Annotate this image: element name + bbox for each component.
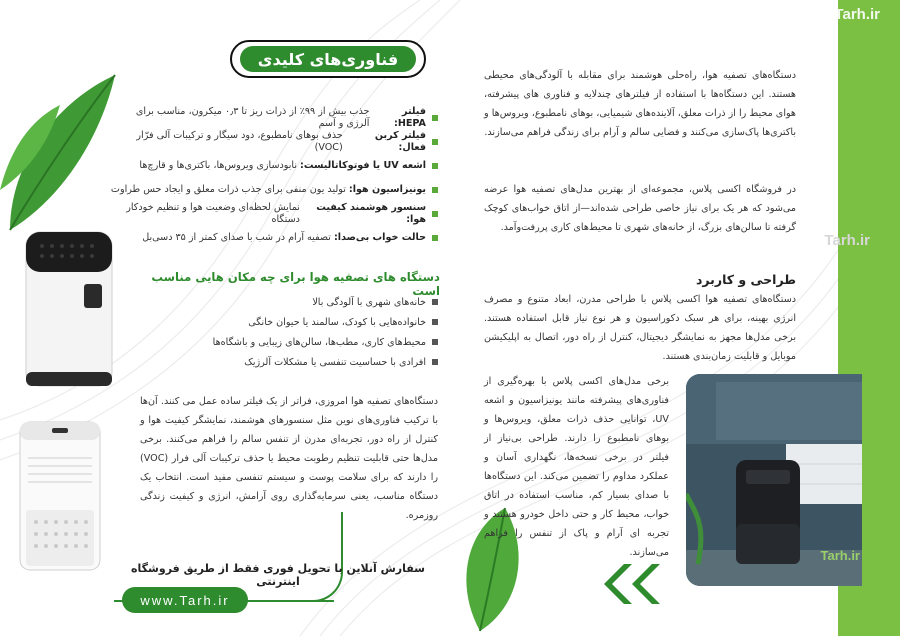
bullet-icon bbox=[432, 235, 438, 241]
chevron-left-double-icon bbox=[590, 562, 662, 606]
usage-item bbox=[150, 292, 438, 312]
usage-item bbox=[150, 332, 438, 352]
brand-watermark-photo: Tarh.ir bbox=[820, 548, 860, 563]
feature-label: فیلتر HEPA: bbox=[393, 106, 426, 129]
website-link[interactable]: www.Tarh.ir bbox=[122, 587, 248, 613]
usage-item bbox=[150, 352, 438, 372]
technology-paragraph: برخی مدل‌های اکسی پلاس با بهره‌گیری از فناوری‌های پیشرفته مانند یونیزاسیون و اشعه UV، توانایی حذف ذرات معلق، ویروس‌ها و بوهای نامطبوع را دارند. طراحی بی‌نیاز از فیلتر در برخی نسخه‌ها، نگهداری آسان و عملکرد مداوم را تضمین می‌کند. این دستگاه‌ها با صدای بسیار کم، مناسب استفاده در اتاق خواب، محیط کار و حتی داخل خودرو هستند و تجربه ای آرام و پاک از تنفس را فراهم می‌سازند. bbox=[484, 376, 669, 558]
feature-item bbox=[110, 154, 438, 178]
usage-list bbox=[150, 292, 438, 372]
bullet-icon bbox=[432, 211, 438, 217]
design-section-title: طراحی و کاربرد bbox=[695, 272, 796, 287]
feature-text: تولید یون منفی برای جذب ذرات معلق و ایجاد حس طراوت bbox=[110, 184, 346, 195]
usage-text: محیط‌های کاری، مطب‌ها، سالن‌های زیبایی و باشگاه‌ها bbox=[212, 336, 426, 348]
usage-text: افرادی با حساسیت تنفسی یا مشکلات آلرژیک bbox=[244, 356, 426, 368]
footer-frame-bracket bbox=[245, 512, 343, 602]
feature-item bbox=[110, 202, 438, 226]
brand-watermark-middle: Tarh.ir bbox=[824, 232, 870, 249]
title-frame bbox=[230, 40, 426, 78]
intro-paragraph: دستگاه‌های تصفیه هوا، راه‌حلی هوشمند برای مقابله با آلودگی‌های محیطی هستند. این دستگاه‌ها با استفاده از فیلترهای چندلایه و فناوری های پیشرفته، هوای محیط را از ذرات معلق، آلاینده‌های شیمیایی، بوهای نامطبوع، ویروس‌ها و باکتری‌ها پاک‌سازی می‌کنند و فضایی سالم و آرام برای زندگی فراهم می‌سازند. bbox=[484, 70, 796, 138]
feature-text: جذب بیش از ۹۹٪ از ذرات ریز تا ۰٫۳ میکرون، مناسب برای آلرژی و آسم bbox=[135, 106, 370, 129]
air-purifier-image-1 bbox=[22, 228, 116, 390]
bullet-icon bbox=[432, 187, 438, 193]
feature-item bbox=[110, 106, 438, 130]
feature-label: یونیزاسیون هوا: bbox=[348, 184, 426, 195]
leaf-decoration-left bbox=[0, 70, 120, 240]
feature-label: فیلتر کربن فعال: bbox=[374, 130, 426, 153]
bullet-icon bbox=[432, 139, 438, 145]
usage-text: خانه‌های شهری با آلودگی بالا bbox=[312, 296, 426, 308]
bullet-icon bbox=[432, 359, 438, 365]
brand-watermark-top: Tarh.ir bbox=[834, 6, 880, 23]
feature-label: حالت خواب بی‌صدا: bbox=[333, 232, 426, 243]
feature-label: اشعه UV یا فوتوکاتالیست: bbox=[300, 160, 426, 171]
feature-item bbox=[110, 130, 438, 154]
bullet-icon bbox=[432, 299, 438, 305]
air-purifier-image-2 bbox=[14, 418, 106, 574]
store-paragraph: در فروشگاه اکسی پلاس، مجموعه‌ای از بهترین مدل‌های تصفیه هوا عرضه می‌شود که هر یک برای نیاز خاصی طراحی شده‌اند—از اتاق خواب‌های کوچک گرفته تا سالن‌های بزرگ، از خانه‌های شهری تا محیط‌های کاری پررفت‌وآمد. bbox=[484, 184, 796, 233]
bullet-icon bbox=[432, 339, 438, 345]
feature-text: تصفیه آرام در شب با صدای کمتر از ۳۵ دسی‌بل bbox=[142, 232, 331, 243]
design-paragraph: دستگاه‌های تصفیه هوا اکسی پلاس با طراحی مدرن، ابعاد متنوع و مصرف انرژی بهینه، برای هر سبک دکوراسیون و هر نوع نیاز قابل استفاده هستند. برخی مدل‌ها مجهز به نمایشگر دیجیتال، کنترل از راه دور، اتصال به اپلیکیشن موبایل و قابلیت زمان‌بندی هستند. bbox=[484, 294, 796, 362]
bullet-icon bbox=[432, 319, 438, 325]
usage-section-title: دستگاه های تصفیه هوا برای چه مکان هایی مناسب است bbox=[151, 270, 440, 298]
feature-text: نمایش لحظه‌ای وضعیت هوا و تنظیم خودکار دستگاه bbox=[126, 202, 300, 225]
features-list bbox=[110, 106, 438, 250]
usage-item bbox=[150, 312, 438, 332]
feature-text: حذف بوهای نامطبوع، دود سیگار و ترکیبات آلی فرّار (VOC) bbox=[136, 130, 343, 153]
bullet-icon bbox=[432, 163, 438, 169]
feature-label: سنسور هوشمند کیفیت هوا: bbox=[316, 202, 426, 225]
usage-text: خانواده‌هایی با کودک، سالمند یا حیوان خانگی bbox=[248, 316, 426, 328]
feature-item bbox=[110, 178, 438, 202]
feature-text: نابودسازی ویروس‌ها، باکتری‌ها و قارچ‌ها bbox=[139, 160, 298, 171]
order-online-text: سفارش آنلاین با تحویل فوری فقط از طریق فروشگاه اینترنتی bbox=[131, 562, 425, 588]
left-paragraph: دستگاه‌های تصفیه هوا امروزی، فراتر از یک فیلتر ساده عمل می کنند. آن‌ها با ترکیب فناوری‌های نوین مثل سنسورهای هوشمند، نمایشگر کیفیت هوا و کنترل از راه دور، تجربه‌ای مدرن از تنفس سالم را فراهم می‌کنند. برخی مدل‌ها حتی قابلیت تنظیم رطوبت محیط یا حذف ترکیبات آلی فرار (VOC) را دارند که برای سلامت پوست و سیستم تنفسی مفید است. انتخاب یک دستگاه مناسب، یعنی سرمایه‌گذاری روی آرامش، انرژی و کیفیت زندگی روزمره. bbox=[140, 396, 438, 521]
feature-item bbox=[110, 226, 438, 250]
page-title: فناوری‌های کلیدی bbox=[240, 46, 416, 72]
bullet-icon bbox=[432, 115, 438, 121]
